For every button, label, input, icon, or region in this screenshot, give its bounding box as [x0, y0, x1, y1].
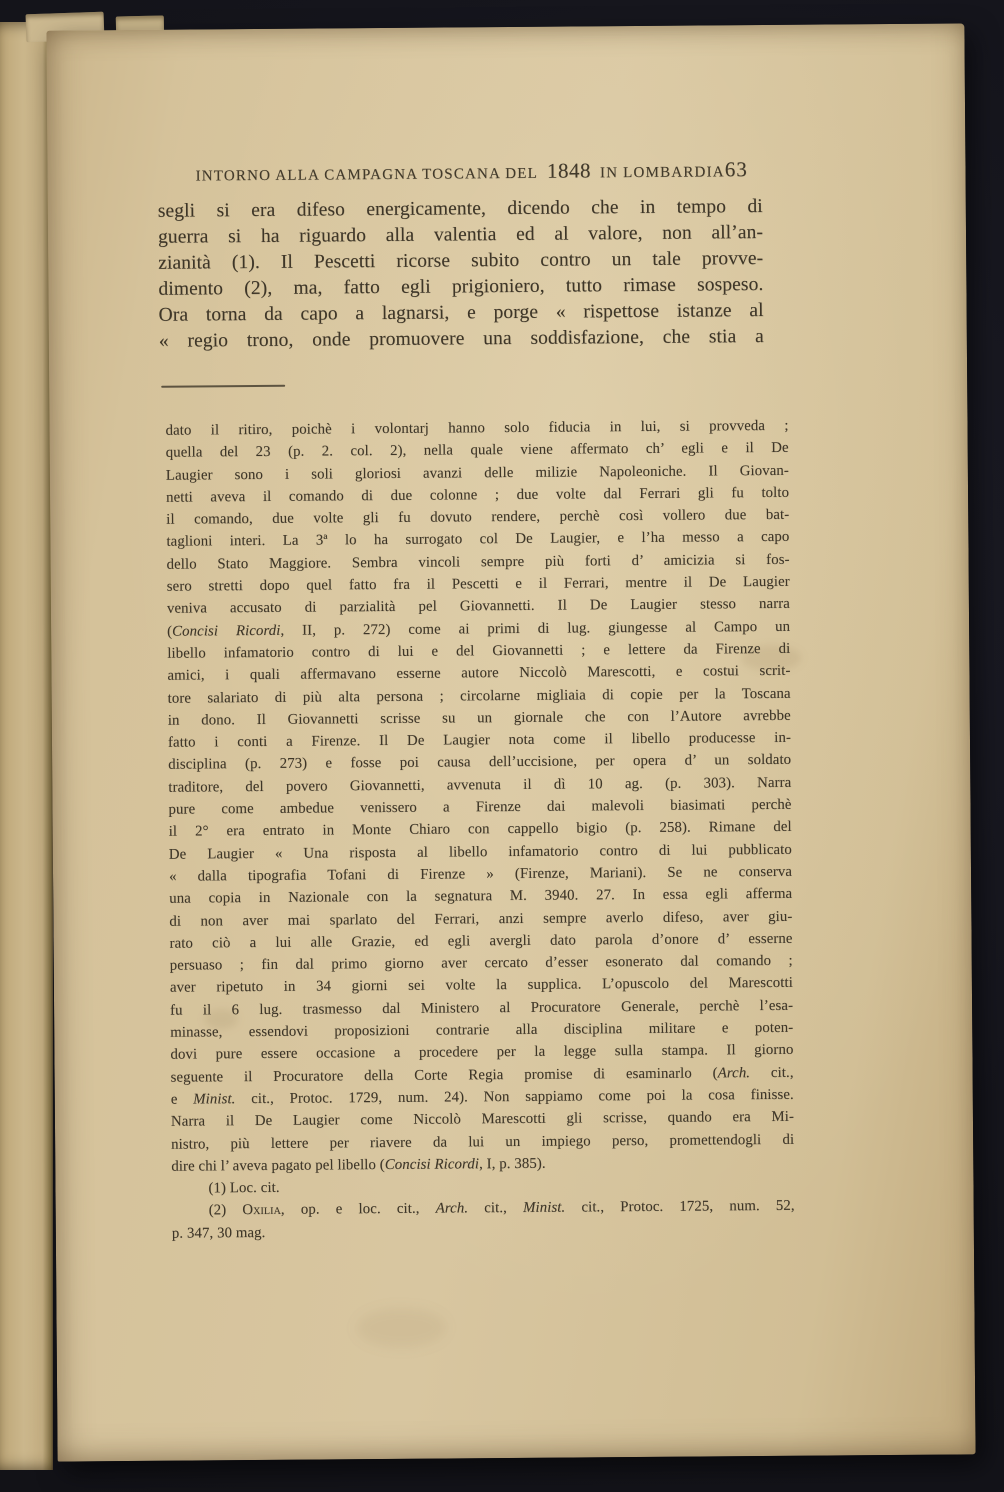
text-line: aver ripetuto in 34 giorni sei volte la supplica. L’opuscolo del Marescotti	[169, 975, 793, 997]
page-number: 63	[724, 157, 748, 182]
paper-stain	[356, 1308, 446, 1349]
footnote-block	[165, 415, 794, 1245]
running-title-year: 1848	[546, 158, 592, 183]
text-line: disciplina (p. 273) e fosse poi causa dell’uccisione, per opera d’ un soldato	[168, 752, 792, 774]
text-line: traditore, del povero Giovannetti, avvenuta il dì 10 ag. (p. 303). Narra	[168, 774, 792, 796]
text-line: pure come ambedue venissero a Firenze dai malevoli biasimati perchè	[168, 796, 792, 818]
running-title-part1: INTORNO ALLA CAMPAGNA TOSCANA DEL	[195, 165, 539, 185]
text-line: taglioni interi. La 3ª lo ha surrogato col De Laugier, e l’ha messo a capo	[166, 529, 790, 551]
text-line: dovi pure essere occasione a procedere per la legge sulla stampa. Il giorno	[170, 1042, 794, 1063]
text-line: amici, i quali affermavano esserne autore Niccolò Marescotti, e costui scrit-	[167, 663, 791, 684]
text-line: quella del 23 (p. 2. col. 2), nella quale viene affermato ch’ egli e il De	[165, 440, 789, 461]
text-line: sero stretti dopo quel fatto fra il Pescetti e il Ferrari, mentre il De Laugier	[166, 573, 790, 595]
text-line: netti aveva il comando di due colonne ; due volte dal Ferrari gli fu tolto	[166, 484, 790, 506]
text-line: (2) Oxilia, op. e loc. cit., Arch. cit., Minist. cit., Protoc. 1725, num. 52,	[208, 1198, 795, 1219]
text-line: fu il 6 lug. trasmesso dal Ministero al Procuratore Generale, perchè l’esa-	[170, 997, 794, 1019]
text-line: (1) Loc. cit.	[208, 1179, 280, 1197]
text-line: seguente il Procuratore della Corte Regia promise di esaminarlo (Arch. cit.,	[170, 1064, 794, 1086]
text-line: (Concisi Ricordi, II, p. 272) come ai primi di lug. giungesse al Campo un	[167, 618, 791, 640]
text-line: libello infamatorio contro di lui e del Giovannetti ; e lettere da Firenze di	[167, 640, 791, 662]
text-line: e Minist. cit., Protoc. 1729, num. 24). Non sappiamo come poi la cosa finisse.	[170, 1086, 794, 1108]
running-title-part2: IN LOMBARDIA	[599, 164, 725, 182]
main-paragraph	[158, 194, 764, 355]
text-line: Ora torna da capo a lagnarsi, e porge « rispettose istanze al	[158, 300, 764, 326]
running-title	[195, 157, 724, 186]
book-gutter-page-edge	[0, 22, 53, 1470]
text-line: minasse, essendovi proposizioni contrarie alla disciplina militare e poten-	[170, 1019, 794, 1041]
text-line: guerra si ha riguardo alla valentia ed al valore, non all’an-	[157, 222, 764, 248]
text-line: De Laugier « Una risposta al libello infamatorio contro di lui pubblicato	[168, 841, 792, 863]
running-header	[195, 157, 746, 186]
text-line: Laugier sono i soli gloriosi avanzi delle milizie Napoleoniche. Il Giovan-	[165, 462, 789, 484]
text-line: « dalla tipografia Tofani di Firenze » (Firenze, Mariani). Se ne conserva	[168, 863, 793, 885]
text-line: il 2° era entrato in Monte Chiaro con cappello bigio (p. 258). Rimane del	[168, 819, 792, 841]
text-line: una copia in Nazionale con la segnatura M. 3940. 27. In essa egli afferma	[169, 886, 793, 907]
text-line: in dono. Il Giovannetti scrisse su un giornale che con l’Autore avrebbe	[167, 707, 791, 729]
text-line: segli si era difeso energicamente, dicendo che in tempo di	[157, 196, 763, 222]
text-line: dato il ritiro, poichè i volontarj hanno solo fiducia in lui, si provveda ;	[165, 417, 789, 439]
text-line: Narra il De Laugier come Niccolò Marescotti gli scrisse, quando era Mi-	[170, 1108, 795, 1130]
text-line: dello Stato Maggiore. Sembra vincoli sempre più forti d’ amicizia si fos-	[166, 551, 790, 573]
text-line: p. 347, 30 mag.	[171, 1224, 266, 1242]
text-line: tore salariato di più alta persona ; circolarne migliaia di copie per la Toscana	[167, 685, 791, 707]
footnote-separator	[161, 385, 285, 388]
text-line: di non aver mai sparlato del Ferrari, anzi sempre averlo difeso, aver giu-	[169, 908, 793, 930]
text-line: veniva accusato di parzialità pel Giovannetti. Il De Laugier stesso narra	[166, 596, 790, 618]
text-line: dimento (2), ma, fatto egli prigioniero, tutto rimase sospeso.	[158, 274, 764, 300]
text-line: il comando, due volte gli fu dovuto rendere, perchè così vollero due bat-	[166, 506, 790, 528]
text-line: « regio trono, onde promuovere una soddisfazione, che stia a	[158, 326, 764, 352]
text-line: persuaso ; fin dal primo giorno aver cercato d’esser esonerato dal comando ;	[169, 952, 793, 974]
text-line: dire chi l’ aveva pagato pel libello (Concisi Ricordi, I, p. 385).	[171, 1155, 546, 1175]
book-page	[46, 23, 975, 1461]
text-line: nistro, più lettere per riavere da lui un impiego perso, promettendogli di	[171, 1131, 795, 1153]
text-line: zianità (1). Il Pescetti ricorse subito contro un tale provve-	[158, 248, 764, 274]
text-line: fatto i conti a Firenze. Il De Laugier nota come il libello producesse in-	[167, 729, 792, 751]
text-line: rato ciò a lui alle Grazie, ed egli avergli dato parola d’onore d’ esserne	[169, 930, 793, 952]
